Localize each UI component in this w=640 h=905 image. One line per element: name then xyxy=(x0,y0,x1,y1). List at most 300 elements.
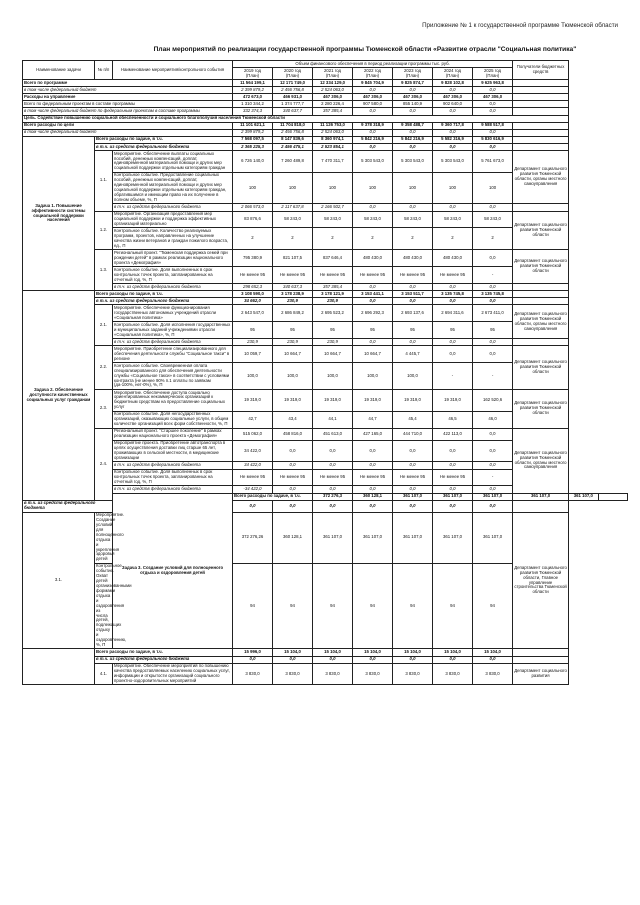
value-cell: 0,0 xyxy=(473,143,513,150)
value-cell: 480 430,0 xyxy=(393,250,433,267)
task-total-label: Всего расходы по задаче, в т.ч. xyxy=(95,136,233,143)
value-cell: 0,0 xyxy=(353,462,393,469)
value-cell: 3 153 511,7 xyxy=(393,291,433,298)
value-cell: 3 830,0 xyxy=(393,663,433,685)
value-cell: 100 xyxy=(233,172,273,204)
value-cell: 427 165,0 xyxy=(353,428,393,440)
value-cell: 2 693 137,6 xyxy=(393,305,433,322)
header-event-name: Наименование мероприятия/контрольного события xyxy=(113,61,233,80)
value-cell: 2 456 756,8 xyxy=(273,129,313,136)
fed-row xyxy=(23,339,628,346)
value-cell: 298 652,3 xyxy=(233,284,273,291)
value-cell: 2 xyxy=(313,228,353,250)
value-cell: 444 710,0 xyxy=(393,428,433,440)
recipient-cell xyxy=(513,129,569,136)
value-cell: 83 876,6 xyxy=(233,211,273,228)
value-cell: 230,9 xyxy=(273,339,313,346)
value-cell: 2 524 063,0 xyxy=(313,129,353,136)
task2-name: Задача 2. Обеспечение доступности качественных социальных услуг гражданам xyxy=(23,291,95,500)
value-cell: 458 816,0 xyxy=(273,428,313,440)
recipient-cell: Департамент социального развития Тюменской области xyxy=(513,346,569,390)
value-cell: 2 695 523,2 xyxy=(313,305,353,322)
value-cell: 467 306,0 xyxy=(313,94,353,101)
value-cell: 10 664,7 xyxy=(353,346,393,363)
value-cell: 0,0 xyxy=(313,656,353,663)
value-cell: 0,0 xyxy=(433,440,473,462)
value-cell: 0,0 xyxy=(353,339,393,346)
control-event-name: Контрольное событие. Количество реализуемых программ, проектов, направленных на улучшение качества жизни ветеранов и граждан пожилого возраста, ед., П xyxy=(113,228,233,250)
recipient-cell xyxy=(513,143,569,150)
value-cell: 2 117 637,8 xyxy=(273,204,313,211)
value-cell: 2 696 292,3 xyxy=(353,305,393,322)
event-number: 1.2. xyxy=(95,211,113,250)
value-cell: 0,0 xyxy=(433,298,473,305)
value-cell: 2 643 547,0 xyxy=(233,305,273,322)
value-cell: 11 564 199,1 xyxy=(233,80,273,87)
value-cell: 11 101 621,1 xyxy=(233,122,273,129)
value-cell: 0,0 xyxy=(393,486,433,493)
total-label: Всего по федеральным проектам в составе программы xyxy=(23,101,233,108)
value-cell: 466 931,0 xyxy=(273,94,313,101)
value-cell: 9 358 488,7 xyxy=(393,122,433,129)
value-cell: - xyxy=(473,267,513,284)
value-cell: 94 xyxy=(233,563,273,649)
value-cell: 10 059,7 xyxy=(233,346,273,363)
value-cell: 361 107,0 xyxy=(433,493,473,500)
value-cell: 0,0 xyxy=(433,486,473,493)
value-cell: 58 243,0 xyxy=(273,211,313,228)
task-total-row xyxy=(23,493,628,500)
value-cell: 5 842 216,9 xyxy=(393,136,433,143)
value-cell: 3 135 745,8 xyxy=(473,291,513,298)
total-row xyxy=(23,80,628,87)
value-cell: 2 686 849,2 xyxy=(273,305,313,322)
value-cell: 3 135 745,8 xyxy=(433,291,473,298)
value-cell: 9 625 963,8 xyxy=(473,80,513,87)
value-cell: 0,0 xyxy=(393,108,433,115)
value-cell: Не менее 95 xyxy=(393,267,433,284)
task-fed-label: в т.ч. из средств федерального бюджета xyxy=(95,143,233,150)
event-number: 2.4. xyxy=(95,428,113,500)
value-cell: 0,0 xyxy=(433,129,473,136)
value-cell: 0,0 xyxy=(313,500,353,512)
value-cell: 0,0 xyxy=(353,486,393,493)
value-cell: 361 107,0 xyxy=(473,493,513,500)
value-cell: 0,0 xyxy=(473,87,513,94)
value-cell: 0,0 xyxy=(473,108,513,115)
header-funding: Объем финансового обеспечения в период реализации программы тыс. руб. xyxy=(233,61,513,68)
value-cell: 0,0 xyxy=(393,87,433,94)
value-cell: Не менее 95 xyxy=(313,469,353,486)
value-cell: 0,0 xyxy=(393,656,433,663)
header-task-name: Наименование задачи xyxy=(23,61,95,80)
value-cell: 7 260 489,8 xyxy=(273,151,313,173)
event-row xyxy=(23,428,628,440)
value-cell: 0,0 xyxy=(393,204,433,211)
value-cell: 3 178 121,9 xyxy=(313,291,353,298)
value-cell: 19 319,0 xyxy=(353,389,393,411)
value-cell: 837 646,4 xyxy=(313,250,353,267)
value-cell: 6 726 140,0 xyxy=(233,151,273,173)
recipient-cell xyxy=(513,204,569,211)
value-cell: 100 xyxy=(273,172,313,204)
value-cell: 95 xyxy=(273,322,313,339)
value-cell: 10 664,7 xyxy=(273,346,313,363)
value-cell: 372 276,3 xyxy=(313,493,353,500)
value-cell: 515 062,0 xyxy=(233,428,273,440)
value-cell: 0,0 xyxy=(433,204,473,211)
value-cell: 0,0 xyxy=(393,129,433,136)
recipient-cell xyxy=(513,291,569,298)
value-cell: Не менее 95 xyxy=(273,469,313,486)
task-total-label: Всего расходы по задаче, в т.ч. xyxy=(95,649,233,656)
value-cell: 821 107,5 xyxy=(273,250,313,267)
value-cell: 10 664,7 xyxy=(313,346,353,363)
value-cell: 100 xyxy=(353,172,393,204)
value-cell: 0,0 xyxy=(313,440,353,462)
task-total-row xyxy=(23,649,628,656)
control-event-name: Контрольное событие. Доля выполненных в срок контрольных точек проекта, запланированных на отчетный год, %, П xyxy=(113,469,233,486)
fed-label: в т.ч. из средств федерального бюджета xyxy=(113,204,233,211)
value-cell: 795 380,9 xyxy=(233,250,273,267)
recipient-cell xyxy=(513,108,569,115)
header-year-3: 2022 год (План) xyxy=(353,68,393,80)
value-cell: 2 xyxy=(473,228,513,250)
event-row xyxy=(23,250,628,267)
fed-label: в т.ч. из средств федерального бюджета xyxy=(113,339,233,346)
value-cell: 46,0 xyxy=(473,411,513,428)
event-name: Региональный проект. "Старшее поколение" в рамках реализации национального проекта «Демография» xyxy=(113,428,233,440)
value-cell: 3 108 590,0 xyxy=(233,291,273,298)
value-cell: 361 107,0 xyxy=(393,512,433,563)
total-label: в том числе федеральный бюджет по федеральным проектам в составе программы xyxy=(23,108,233,115)
value-cell: 2 xyxy=(353,228,393,250)
plan-table-body xyxy=(23,80,628,685)
value-cell: 15 104,0 xyxy=(433,649,473,656)
fed-row xyxy=(23,204,628,211)
recipient-cell xyxy=(513,87,569,94)
value-cell: 372 276,26 xyxy=(233,512,273,563)
value-cell: 2 399 879,2 xyxy=(233,87,273,94)
value-cell: 0,0 xyxy=(473,500,513,512)
recipient-cell: Департамент социального развития Тюменской области, органы местного самоуправления xyxy=(513,305,569,339)
value-cell: 907 580,0 xyxy=(353,101,393,108)
value-cell: 100 xyxy=(393,172,433,204)
value-cell: 0,0 xyxy=(433,339,473,346)
event-row xyxy=(23,211,628,228)
value-cell: - xyxy=(473,363,513,390)
value-cell: 12 334 129,0 xyxy=(313,80,353,87)
header-year-5: 2024 год (План) xyxy=(433,68,473,80)
value-cell: 42,7 xyxy=(233,411,273,428)
value-cell: 12 171 749,0 xyxy=(273,80,313,87)
header-year-6: 2025 год (План) xyxy=(473,68,513,80)
value-cell: 0,0 xyxy=(313,486,353,493)
recipient-cell xyxy=(513,101,569,108)
value-cell: 44,1 xyxy=(313,411,353,428)
value-cell: - xyxy=(433,363,473,390)
recipient-cell xyxy=(513,122,569,129)
value-cell: 340 637,7 xyxy=(273,108,313,115)
value-cell: 230,9 xyxy=(233,339,273,346)
value-cell: Не менее 95 xyxy=(313,267,353,284)
value-cell: 0,0 xyxy=(393,462,433,469)
control-event-name: Контрольное событие. Предоставление социальных пособий, денежных компенсаций, доплат, единовременной материальной помощи и других мер социальной поддержки отдельным категориям граждан, обратившимся и имеющим право на их получение в полном объеме, %, П xyxy=(113,172,233,204)
value-cell: 7 568 097,5 xyxy=(233,136,273,143)
total-row xyxy=(23,101,628,108)
value-cell: 94 xyxy=(393,563,433,649)
event-number: 1.3. xyxy=(95,250,113,291)
value-cell: 19 319,0 xyxy=(273,389,313,411)
value-cell: 0,0 xyxy=(273,500,313,512)
value-cell: 467 306,0 xyxy=(353,94,393,101)
value-cell: 0,0 xyxy=(393,440,433,462)
event-row xyxy=(23,663,628,685)
total-label: в том числе федеральный бюджет xyxy=(23,87,233,94)
value-cell: 8 147 839,6 xyxy=(273,136,313,143)
value-cell: 0,0 xyxy=(433,656,473,663)
total-label: Расходы на управление xyxy=(23,94,233,101)
value-cell: 0,0 xyxy=(473,339,513,346)
value-cell: 2 399 879,2 xyxy=(233,129,273,136)
value-cell: 9 360 717,8 xyxy=(433,122,473,129)
value-cell: 0,0 xyxy=(473,101,513,108)
task-total-row xyxy=(23,291,628,298)
value-cell: Не менее 95 xyxy=(273,267,313,284)
value-cell: 0,0 xyxy=(473,298,513,305)
value-cell: 5 303 543,0 xyxy=(353,151,393,173)
fed-label: в т.ч. из средств федерального бюджета xyxy=(113,284,233,291)
value-cell: 422 113,0 xyxy=(433,428,473,440)
value-cell: 34 662,0 xyxy=(233,298,273,305)
value-cell: 0,0 xyxy=(473,129,513,136)
value-cell: 7 470 311,7 xyxy=(313,151,353,173)
recipient-cell xyxy=(598,493,627,500)
control-event-name: Контрольное событие. Охват детей организованными формами отдыха и оздоровления из числа детей, подлежащих отдыху и оздоровлению, %, П xyxy=(96,563,132,647)
value-cell: 0,0 xyxy=(473,486,513,493)
value-cell: 0,0 xyxy=(233,500,273,512)
value-cell: 361 107,0 xyxy=(353,512,393,563)
value-cell: 34 422,0 xyxy=(233,440,273,462)
recipient-cell: Департамент социального развития xyxy=(513,663,569,685)
task-fed-label: в т.ч. из средств федерального бюджета xyxy=(95,298,233,305)
value-cell: Не менее 95 xyxy=(353,267,393,284)
event-name: Мероприятие. Обеспечение доступа социально ориентированных некоммерческих организаций к бюджетным средствам на предоставление социальных услуг xyxy=(113,389,233,411)
value-cell: 0,0 xyxy=(473,462,513,469)
value-cell: 2 524 063,0 xyxy=(313,87,353,94)
event-name: Региональный проект. "Тюменская поддержка семей при рождении детей" в рамках реализации национального проекта «Демография» xyxy=(113,250,233,267)
event-number: 2.1. xyxy=(95,305,113,346)
value-cell: 357 385,4 xyxy=(313,284,353,291)
value-cell: 360 128,1 xyxy=(353,493,393,500)
value-cell: 0,0 xyxy=(473,440,513,462)
value-cell: 2 456 756,8 xyxy=(273,87,313,94)
value-cell: 0,0 xyxy=(433,462,473,469)
value-cell: 0,0 xyxy=(393,298,433,305)
goal-total-row xyxy=(23,129,628,136)
task1-name: Задача 1. Повышение эффективности системы социальной поддержки населения xyxy=(23,136,95,290)
value-cell: 0,0 xyxy=(393,500,433,512)
value-cell: 1 310 344,2 xyxy=(233,101,273,108)
value-cell: 0,0 xyxy=(433,284,473,291)
value-cell: 2 280 226,4 xyxy=(313,101,353,108)
value-cell: 100,0 xyxy=(353,363,393,390)
header-year-0: 2019 год (План) xyxy=(233,68,273,80)
value-cell: 0,0 xyxy=(273,440,313,462)
value-cell: 480 430,0 xyxy=(353,250,393,267)
value-cell: 340 637,3 xyxy=(273,284,313,291)
event-name: Мероприятие. Приобретение специализированного для обеспечения деятельности службы "Социальное такси" в регионе xyxy=(113,346,233,363)
value-cell: 472 673,0 xyxy=(233,94,273,101)
value-cell: 361 107,0 xyxy=(473,512,513,563)
value-cell: 2 523 854,1 xyxy=(313,143,353,150)
value-cell: 45,4 xyxy=(393,411,433,428)
value-cell: 0,0 xyxy=(393,143,433,150)
value-cell: Не менее 95 xyxy=(393,469,433,486)
value-cell: 162 520,6 xyxy=(473,389,513,411)
goal-total-label: в том числе федеральный бюджет xyxy=(23,129,233,136)
value-cell: 1 374 777,7 xyxy=(273,101,313,108)
value-cell: 0,0 xyxy=(433,108,473,115)
fed-row xyxy=(23,284,628,291)
value-cell: 100 xyxy=(433,172,473,204)
recipient-cell: Департамент социального развития Тюменской области, Главное управление строительства Тюменской области xyxy=(513,512,569,649)
value-cell: 9 825 874,7 xyxy=(393,80,433,87)
value-cell: 361 107,0 xyxy=(513,493,569,500)
plan-table xyxy=(22,60,628,685)
value-cell: 0,0 xyxy=(433,346,473,363)
recipient-cell: Департамент социального развития Тюменской области, органы местного самоуправления xyxy=(513,151,569,204)
value-cell: 0,0 xyxy=(473,204,513,211)
value-cell: 15 104,0 xyxy=(393,649,433,656)
value-cell: 95 xyxy=(433,322,473,339)
recipient-cell xyxy=(513,339,569,346)
recipient-cell xyxy=(513,136,569,143)
value-cell: 361 107,0 xyxy=(313,512,353,563)
value-cell: 0,0 xyxy=(393,339,433,346)
value-cell: 2 066 573,0 xyxy=(233,204,273,211)
value-cell: 0,0 xyxy=(353,143,393,150)
value-cell: 100 xyxy=(313,172,353,204)
value-cell: 11 126 753,0 xyxy=(313,122,353,129)
value-cell: 230,9 xyxy=(273,298,313,305)
value-cell: 2 694 311,6 xyxy=(433,305,473,322)
value-cell: 8 360 974,1 xyxy=(313,136,353,143)
value-cell: 58 243,0 xyxy=(433,211,473,228)
value-cell: 46,5 xyxy=(433,411,473,428)
value-cell: 58 243,0 xyxy=(473,211,513,228)
task4-name xyxy=(23,649,95,685)
header-year-2: 2021 год (План) xyxy=(313,68,353,80)
goal-label: Цель. Содействие повышению социальной обеспеченности и социального благополучия населения Тюменской области xyxy=(23,115,569,122)
event-number: 3.1. xyxy=(23,512,95,649)
value-cell: 5 303 543,0 xyxy=(433,151,473,173)
value-cell: 2 xyxy=(233,228,273,250)
value-cell: 2 673 411,0 xyxy=(473,305,513,322)
header-num: № п/п xyxy=(95,61,113,80)
value-cell: 100,0 xyxy=(233,363,273,390)
value-cell: 58 243,0 xyxy=(393,211,433,228)
value-cell: 0,0 xyxy=(353,87,393,94)
value-cell: 44,7 xyxy=(353,411,393,428)
recipient-cell xyxy=(513,500,569,512)
value-cell: 451 613,0 xyxy=(313,428,353,440)
value-cell: 0,0 xyxy=(433,143,473,150)
recipient-cell xyxy=(513,298,569,305)
recipient-cell: Департамент социального развития Тюменской области xyxy=(513,389,569,428)
value-cell: 94 xyxy=(313,563,353,649)
value-cell: 3 830,0 xyxy=(433,663,473,685)
recipient-cell xyxy=(513,649,569,656)
control-event-name: Контрольное событие. Доля исполнения государственных и муниципальных заданий учреждениями отрасли «Социальная политика», %, П xyxy=(113,322,233,339)
subevent-name: Мероприятие проекта. Приобретение автотранспорта в целях осуществления доставки лиц старше 65 лет, проживающих в сельской местности, в медицинские организации xyxy=(113,440,233,462)
recipient-cell xyxy=(513,80,569,87)
value-cell: 95 xyxy=(353,322,393,339)
value-cell: 3 830,0 xyxy=(353,663,393,685)
value-cell: 0,0 xyxy=(353,129,393,136)
value-cell: 9 588 517,8 xyxy=(473,122,513,129)
value-cell: 332 374,3 xyxy=(233,108,273,115)
event-row xyxy=(23,346,628,363)
recipient-cell: Департамент социального развития Тюменской области xyxy=(513,250,569,284)
value-cell: 230,9 xyxy=(313,339,353,346)
value-cell: 5 842 216,9 xyxy=(353,136,393,143)
value-cell: 3 830,0 xyxy=(313,663,353,685)
recipient-cell xyxy=(513,656,569,663)
fed-label: в т.ч. из средств федерального бюджета xyxy=(113,486,233,493)
value-cell: 5 582 316,9 xyxy=(433,136,473,143)
value-cell: 2 xyxy=(273,228,313,250)
value-cell: 94 xyxy=(473,563,513,649)
value-cell: 5 303 543,0 xyxy=(393,151,433,173)
value-cell: 43,4 xyxy=(273,411,313,428)
value-cell: 15 104,0 xyxy=(273,649,313,656)
recipient-cell: Департамент социального развития Тюменской области, органы местного самоуправления xyxy=(513,428,569,493)
value-cell: 0,0 xyxy=(273,486,313,493)
header-year-1: 2020 год (План) xyxy=(273,68,313,80)
recipient-cell: Департамент социального развития Тюменской области xyxy=(513,211,569,250)
total-row xyxy=(23,87,628,94)
value-cell: 15 104,0 xyxy=(353,649,393,656)
value-cell: 0,0 xyxy=(353,440,393,462)
value-cell: 0,0 xyxy=(353,108,393,115)
recipient-cell xyxy=(513,284,569,291)
value-cell: Не менее 95 xyxy=(433,469,473,486)
document-title: План мероприятий по реализации государственной программы Тюменской области «Развитие отрасли "Социальная политика" xyxy=(153,46,577,53)
task-total-label: Всего расходы по задаче, в т.ч. xyxy=(233,493,313,500)
value-cell: 0,0 xyxy=(433,87,473,94)
value-cell: 3 153 441,1 xyxy=(353,291,393,298)
value-cell: 0,0 xyxy=(273,462,313,469)
value-cell: 0,0 xyxy=(233,656,273,663)
value-cell: 361 107,0 xyxy=(569,493,598,500)
event-name: Мероприятие. Организация предоставления мер социальной поддержки и поддержка эффективных организаций материально xyxy=(113,211,233,228)
value-cell: 3 178 238,9 xyxy=(273,291,313,298)
value-cell: 0,0 xyxy=(473,428,513,440)
task-fed-row xyxy=(23,298,628,305)
value-cell: 855 140,9 xyxy=(393,101,433,108)
goal-row xyxy=(23,115,628,122)
event-name: Мероприятие. Обеспечение функционирования государственных автономных учреждений отрасли «Социальная политика» xyxy=(113,305,233,322)
control-event-name: Контрольное событие. Доля выполненных в срок контрольных точек проекта, запланированных на отчетный год, %, П xyxy=(113,267,233,284)
task-total-row xyxy=(23,136,628,143)
value-cell: 34 422,0 xyxy=(233,462,273,469)
task-fed-row xyxy=(23,656,628,663)
task3-name: Задача 3. Создание условий для полноценного отдыха и оздоровления детей xyxy=(113,493,233,649)
value-cell: 0,0 xyxy=(353,656,393,663)
task-fed-row xyxy=(23,143,628,150)
value-cell: 0,0 xyxy=(353,298,393,305)
